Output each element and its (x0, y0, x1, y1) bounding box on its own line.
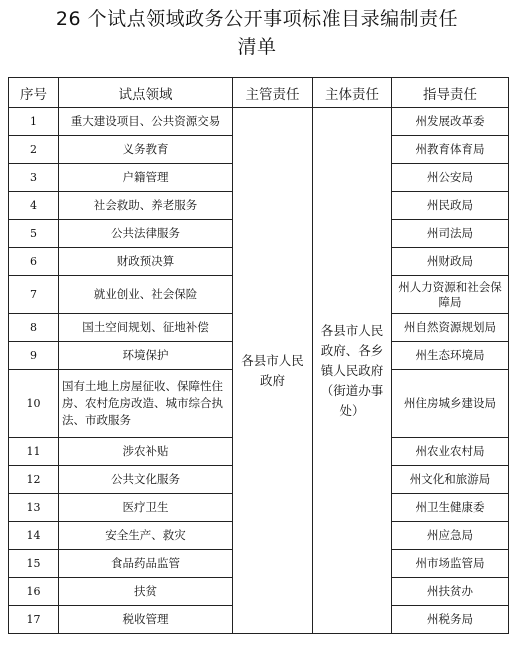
guide-responsibility: 州市场监管局 (392, 550, 509, 578)
guide-responsibility: 州人力资源和社会保障局 (392, 276, 509, 314)
row-number: 15 (9, 550, 59, 578)
row-number: 16 (9, 578, 59, 606)
row-number: 12 (9, 466, 59, 494)
pilot-area: 公共法律服务 (59, 220, 233, 248)
pilot-area: 扶贫 (59, 578, 233, 606)
row-number: 7 (9, 276, 59, 314)
row-number: 13 (9, 494, 59, 522)
guide-responsibility: 州司法局 (392, 220, 509, 248)
guide-responsibility: 州生态环境局 (392, 342, 509, 370)
pilot-area: 环境保护 (59, 342, 233, 370)
row-number: 10 (9, 370, 59, 438)
guide-responsibility: 州发展改革委 (392, 108, 509, 136)
guide-responsibility: 州财政局 (392, 248, 509, 276)
pilot-area: 国土空间规划、征地补偿 (59, 314, 233, 342)
row-number: 6 (9, 248, 59, 276)
guide-responsibility: 州自然资源规划局 (392, 314, 509, 342)
header-main-responsibility: 主管责任 (233, 78, 313, 108)
guide-responsibility: 州应急局 (392, 522, 509, 550)
guide-responsibility: 州卫生健康委 (392, 494, 509, 522)
row-number: 9 (9, 342, 59, 370)
pilot-area: 税收管理 (59, 606, 233, 634)
guide-responsibility: 州文化和旅游局 (392, 466, 509, 494)
pilot-area: 就业创业、社会保险 (59, 276, 233, 314)
header-area: 试点领域 (59, 78, 233, 108)
row-number: 8 (9, 314, 59, 342)
row-number: 1 (9, 108, 59, 136)
guide-responsibility: 州公安局 (392, 164, 509, 192)
guide-responsibility: 州住房城乡建设局 (392, 370, 509, 438)
table-row (9, 108, 509, 136)
pilot-area: 食品药品监管 (59, 550, 233, 578)
pilot-area: 公共文化服务 (59, 466, 233, 494)
guide-responsibility: 州税务局 (392, 606, 509, 634)
header-subject-responsibility: 主体责任 (313, 78, 392, 108)
document-title-continued: 清单 (237, 36, 277, 58)
pilot-area: 安全生产、救灾 (59, 522, 233, 550)
guide-responsibility: 州民政局 (392, 192, 509, 220)
guide-responsibility: 州农业农村局 (392, 438, 509, 466)
pilot-area: 涉农补贴 (59, 438, 233, 466)
row-number: 5 (9, 220, 59, 248)
row-number: 14 (9, 522, 59, 550)
row-number: 17 (9, 606, 59, 634)
header-seq: 序号 (9, 78, 59, 108)
row-number: 4 (9, 192, 59, 220)
pilot-area: 医疗卫生 (59, 494, 233, 522)
guide-responsibility: 州教育体育局 (392, 136, 509, 164)
pilot-area: 户籍管理 (59, 164, 233, 192)
pilot-area: 社会救助、养老服务 (59, 192, 233, 220)
pilot-area: 国有土地上房屋征收、保障性住房、农村危房改造、城市综合执法、市政服务 (59, 370, 233, 438)
main-responsibility-cell: 各县市人民政府 (233, 108, 313, 634)
document-title: 26 个试点领域政务公开事项标准目录编制责任 (55, 8, 459, 30)
row-number: 3 (9, 164, 59, 192)
subject-responsibility-cell: 各县市人民政府、各乡镇人民政府（街道办事处） (313, 108, 392, 634)
guide-responsibility: 州扶贫办 (392, 578, 509, 606)
pilot-area: 财政预决算 (59, 248, 233, 276)
responsibility-table (8, 77, 509, 634)
row-number: 2 (9, 136, 59, 164)
pilot-area: 重大建设项目、公共资源交易 (59, 108, 233, 136)
row-number: 11 (9, 438, 59, 466)
pilot-area: 义务教育 (59, 136, 233, 164)
header-guide-responsibility: 指导责任 (392, 78, 509, 108)
